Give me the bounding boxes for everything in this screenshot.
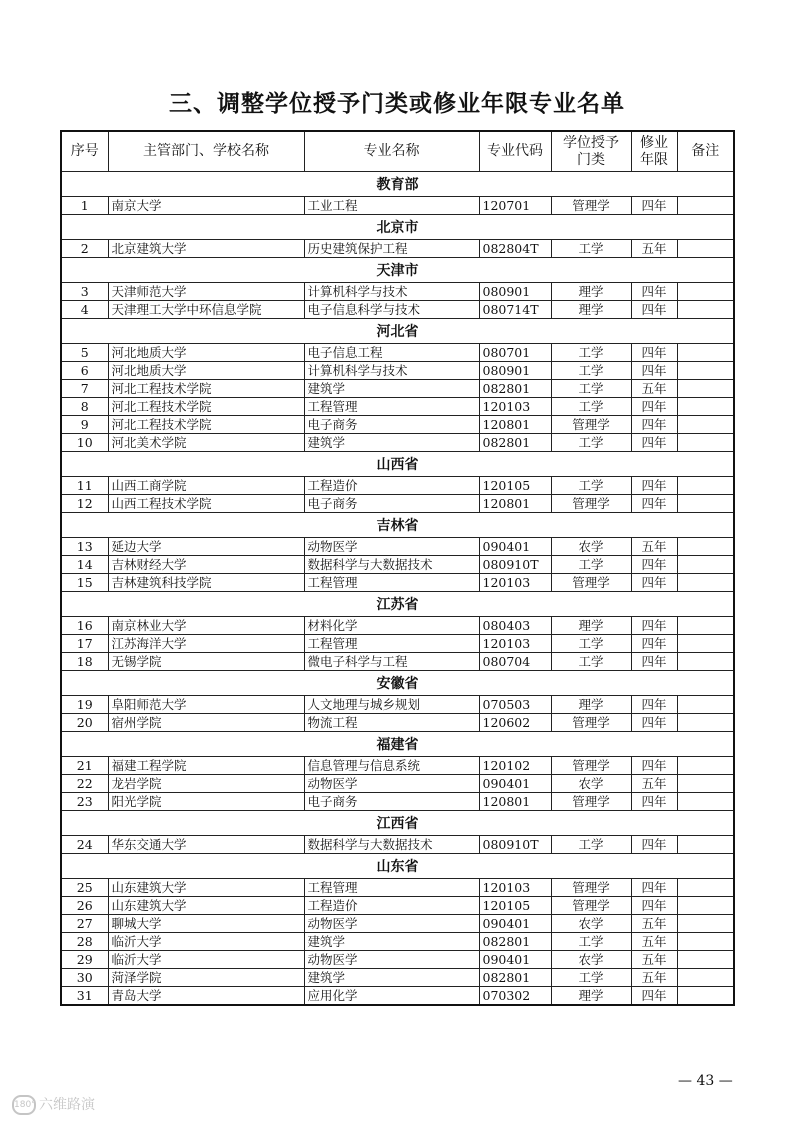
note bbox=[677, 283, 734, 301]
major-code: 120701 bbox=[479, 197, 551, 215]
major-name: 工程管理 bbox=[304, 398, 479, 416]
study-years: 五年 bbox=[631, 380, 677, 398]
major-name: 计算机科学与技术 bbox=[304, 283, 479, 301]
major-code: 120105 bbox=[479, 477, 551, 495]
table-row bbox=[61, 951, 734, 969]
table-row bbox=[61, 714, 734, 732]
row-number: 18 bbox=[61, 653, 108, 671]
major-code: 082801 bbox=[479, 380, 551, 398]
section-row bbox=[61, 671, 734, 696]
table-row bbox=[61, 398, 734, 416]
note bbox=[677, 495, 734, 513]
major-code: 090401 bbox=[479, 951, 551, 969]
note bbox=[677, 933, 734, 951]
section-name: 江西省 bbox=[61, 811, 734, 836]
table-row bbox=[61, 240, 734, 258]
major-code: 120801 bbox=[479, 495, 551, 513]
note bbox=[677, 897, 734, 915]
header-years: 修业年限 bbox=[631, 131, 677, 172]
section-name: 安徽省 bbox=[61, 671, 734, 696]
school-name: 河北美术学院 bbox=[108, 434, 304, 452]
note bbox=[677, 617, 734, 635]
table-row bbox=[61, 836, 734, 854]
major-code: 080901 bbox=[479, 283, 551, 301]
school-name: 临沂大学 bbox=[108, 933, 304, 951]
degree-category: 理学 bbox=[551, 283, 631, 301]
study-years: 四年 bbox=[631, 344, 677, 362]
major-code: 080910T bbox=[479, 556, 551, 574]
study-years: 四年 bbox=[631, 398, 677, 416]
school-name: 吉林建筑科技学院 bbox=[108, 574, 304, 592]
major-code: 080403 bbox=[479, 617, 551, 635]
school-name: 聊城大学 bbox=[108, 915, 304, 933]
degree-category: 工学 bbox=[551, 635, 631, 653]
study-years: 四年 bbox=[631, 574, 677, 592]
note bbox=[677, 635, 734, 653]
school-name: 福建工程学院 bbox=[108, 757, 304, 775]
major-name: 建筑学 bbox=[304, 434, 479, 452]
school-name: 菏泽学院 bbox=[108, 969, 304, 987]
major-code: 090401 bbox=[479, 775, 551, 793]
study-years: 四年 bbox=[631, 556, 677, 574]
school-name: 山东建筑大学 bbox=[108, 879, 304, 897]
major-name: 动物医学 bbox=[304, 775, 479, 793]
row-number: 4 bbox=[61, 301, 108, 319]
degree-category: 工学 bbox=[551, 556, 631, 574]
study-years: 五年 bbox=[631, 240, 677, 258]
major-code: 082801 bbox=[479, 933, 551, 951]
school-name: 南京大学 bbox=[108, 197, 304, 215]
degree-category: 工学 bbox=[551, 380, 631, 398]
note bbox=[677, 416, 734, 434]
table-row bbox=[61, 617, 734, 635]
degree-category: 理学 bbox=[551, 696, 631, 714]
school-name: 龙岩学院 bbox=[108, 775, 304, 793]
school-name: 北京建筑大学 bbox=[108, 240, 304, 258]
degree-category: 管理学 bbox=[551, 495, 631, 513]
school-name: 南京林业大学 bbox=[108, 617, 304, 635]
school-name: 宿州学院 bbox=[108, 714, 304, 732]
degree-category: 管理学 bbox=[551, 793, 631, 811]
row-number: 23 bbox=[61, 793, 108, 811]
major-code: 120103 bbox=[479, 635, 551, 653]
study-years: 四年 bbox=[631, 283, 677, 301]
section-name: 河北省 bbox=[61, 319, 734, 344]
row-number: 3 bbox=[61, 283, 108, 301]
study-years: 四年 bbox=[631, 434, 677, 452]
study-years: 四年 bbox=[631, 495, 677, 513]
note bbox=[677, 987, 734, 1006]
table-row bbox=[61, 879, 734, 897]
note bbox=[677, 793, 734, 811]
major-code: 080701 bbox=[479, 344, 551, 362]
major-code: 080714T bbox=[479, 301, 551, 319]
table-row bbox=[61, 969, 734, 987]
row-number: 5 bbox=[61, 344, 108, 362]
note bbox=[677, 951, 734, 969]
degree-category: 工学 bbox=[551, 398, 631, 416]
header-school: 主管部门、学校名称 bbox=[108, 131, 304, 172]
school-name: 华东交通大学 bbox=[108, 836, 304, 854]
watermark bbox=[12, 1094, 95, 1115]
row-number: 12 bbox=[61, 495, 108, 513]
section-row bbox=[61, 215, 734, 240]
table-row bbox=[61, 933, 734, 951]
study-years: 四年 bbox=[631, 197, 677, 215]
major-code: 090401 bbox=[479, 538, 551, 556]
table-row bbox=[61, 495, 734, 513]
table-row bbox=[61, 987, 734, 1006]
major-name: 微电子科学与工程 bbox=[304, 653, 479, 671]
degree-category: 工学 bbox=[551, 434, 631, 452]
table-row bbox=[61, 635, 734, 653]
row-number: 6 bbox=[61, 362, 108, 380]
header-note: 备注 bbox=[677, 131, 734, 172]
major-name: 物流工程 bbox=[304, 714, 479, 732]
study-years: 五年 bbox=[631, 915, 677, 933]
section-row bbox=[61, 854, 734, 879]
note bbox=[677, 696, 734, 714]
table-row bbox=[61, 362, 734, 380]
school-name: 河北地质大学 bbox=[108, 344, 304, 362]
header-major: 专业名称 bbox=[304, 131, 479, 172]
note bbox=[677, 477, 734, 495]
school-name: 天津理工大学中环信息学院 bbox=[108, 301, 304, 319]
degree-category: 管理学 bbox=[551, 897, 631, 915]
row-number: 11 bbox=[61, 477, 108, 495]
major-name: 电子信息科学与技术 bbox=[304, 301, 479, 319]
school-name: 天津师范大学 bbox=[108, 283, 304, 301]
degree-category: 理学 bbox=[551, 617, 631, 635]
section-row bbox=[61, 732, 734, 757]
major-code: 120801 bbox=[479, 793, 551, 811]
study-years: 四年 bbox=[631, 757, 677, 775]
degree-category: 理学 bbox=[551, 301, 631, 319]
section-row bbox=[61, 592, 734, 617]
row-number: 16 bbox=[61, 617, 108, 635]
row-number: 15 bbox=[61, 574, 108, 592]
major-code: 082804T bbox=[479, 240, 551, 258]
row-number: 22 bbox=[61, 775, 108, 793]
major-code: 120103 bbox=[479, 879, 551, 897]
school-name: 山东建筑大学 bbox=[108, 897, 304, 915]
school-name: 河北地质大学 bbox=[108, 362, 304, 380]
row-number: 13 bbox=[61, 538, 108, 556]
major-name: 电子商务 bbox=[304, 416, 479, 434]
header-category: 学位授予门类 bbox=[551, 131, 631, 172]
watermark-logo-icon: 180° bbox=[12, 1095, 36, 1115]
note bbox=[677, 362, 734, 380]
table-header-row bbox=[61, 131, 734, 172]
school-name: 青岛大学 bbox=[108, 987, 304, 1006]
row-number: 20 bbox=[61, 714, 108, 732]
row-number: 2 bbox=[61, 240, 108, 258]
study-years: 五年 bbox=[631, 538, 677, 556]
degree-category: 管理学 bbox=[551, 714, 631, 732]
note bbox=[677, 653, 734, 671]
major-name: 建筑学 bbox=[304, 380, 479, 398]
major-adjustment-table bbox=[60, 130, 735, 1006]
major-name: 电子信息工程 bbox=[304, 344, 479, 362]
major-code: 120602 bbox=[479, 714, 551, 732]
row-number: 21 bbox=[61, 757, 108, 775]
row-number: 7 bbox=[61, 380, 108, 398]
table-row bbox=[61, 757, 734, 775]
table-row bbox=[61, 696, 734, 714]
degree-category: 农学 bbox=[551, 775, 631, 793]
major-code: 120801 bbox=[479, 416, 551, 434]
study-years: 四年 bbox=[631, 897, 677, 915]
section-row bbox=[61, 811, 734, 836]
major-name: 人文地理与城乡规划 bbox=[304, 696, 479, 714]
section-name: 吉林省 bbox=[61, 513, 734, 538]
school-name: 河北工程技术学院 bbox=[108, 416, 304, 434]
school-name: 无锡学院 bbox=[108, 653, 304, 671]
row-number: 26 bbox=[61, 897, 108, 915]
degree-category: 管理学 bbox=[551, 757, 631, 775]
study-years: 四年 bbox=[631, 793, 677, 811]
note bbox=[677, 240, 734, 258]
note bbox=[677, 915, 734, 933]
table-row bbox=[61, 416, 734, 434]
table-row bbox=[61, 653, 734, 671]
section-name: 福建省 bbox=[61, 732, 734, 757]
study-years: 五年 bbox=[631, 775, 677, 793]
major-code: 082801 bbox=[479, 969, 551, 987]
row-number: 30 bbox=[61, 969, 108, 987]
major-code: 080704 bbox=[479, 653, 551, 671]
major-name: 信息管理与信息系统 bbox=[304, 757, 479, 775]
table-row bbox=[61, 380, 734, 398]
major-code: 090401 bbox=[479, 915, 551, 933]
note bbox=[677, 434, 734, 452]
note bbox=[677, 714, 734, 732]
major-name: 建筑学 bbox=[304, 933, 479, 951]
table-row bbox=[61, 793, 734, 811]
note bbox=[677, 538, 734, 556]
study-years: 四年 bbox=[631, 696, 677, 714]
section-name: 江苏省 bbox=[61, 592, 734, 617]
degree-category: 理学 bbox=[551, 987, 631, 1006]
major-code: 120105 bbox=[479, 897, 551, 915]
section-name: 山东省 bbox=[61, 854, 734, 879]
table-row bbox=[61, 915, 734, 933]
table-row bbox=[61, 538, 734, 556]
study-years: 五年 bbox=[631, 933, 677, 951]
major-name: 工程管理 bbox=[304, 635, 479, 653]
study-years: 四年 bbox=[631, 617, 677, 635]
school-name: 河北工程技术学院 bbox=[108, 380, 304, 398]
study-years: 四年 bbox=[631, 416, 677, 434]
major-name: 历史建筑保护工程 bbox=[304, 240, 479, 258]
major-name: 工程管理 bbox=[304, 574, 479, 592]
major-name: 计算机科学与技术 bbox=[304, 362, 479, 380]
study-years: 四年 bbox=[631, 879, 677, 897]
degree-category: 管理学 bbox=[551, 574, 631, 592]
table-row bbox=[61, 434, 734, 452]
degree-category: 工学 bbox=[551, 653, 631, 671]
major-code: 070503 bbox=[479, 696, 551, 714]
degree-category: 农学 bbox=[551, 951, 631, 969]
major-name: 数据科学与大数据技术 bbox=[304, 556, 479, 574]
section-name: 教育部 bbox=[61, 172, 734, 197]
study-years: 五年 bbox=[631, 951, 677, 969]
study-years: 四年 bbox=[631, 362, 677, 380]
school-name: 延边大学 bbox=[108, 538, 304, 556]
note bbox=[677, 380, 734, 398]
row-number: 29 bbox=[61, 951, 108, 969]
degree-category: 工学 bbox=[551, 969, 631, 987]
school-name: 山西工商学院 bbox=[108, 477, 304, 495]
major-name: 工程造价 bbox=[304, 897, 479, 915]
table-row bbox=[61, 301, 734, 319]
degree-category: 工学 bbox=[551, 836, 631, 854]
table-row bbox=[61, 344, 734, 362]
row-number: 28 bbox=[61, 933, 108, 951]
degree-category: 工学 bbox=[551, 240, 631, 258]
note bbox=[677, 879, 734, 897]
major-name: 动物医学 bbox=[304, 915, 479, 933]
note bbox=[677, 398, 734, 416]
degree-category: 工学 bbox=[551, 362, 631, 380]
degree-category: 工学 bbox=[551, 933, 631, 951]
major-name: 应用化学 bbox=[304, 987, 479, 1006]
major-code: 070302 bbox=[479, 987, 551, 1006]
school-name: 临沂大学 bbox=[108, 951, 304, 969]
table-row bbox=[61, 574, 734, 592]
row-number: 31 bbox=[61, 987, 108, 1006]
note bbox=[677, 757, 734, 775]
school-name: 阜阳师范大学 bbox=[108, 696, 304, 714]
major-code: 120103 bbox=[479, 398, 551, 416]
school-name: 山西工程技术学院 bbox=[108, 495, 304, 513]
row-number: 9 bbox=[61, 416, 108, 434]
degree-category: 管理学 bbox=[551, 197, 631, 215]
row-number: 1 bbox=[61, 197, 108, 215]
degree-category: 管理学 bbox=[551, 416, 631, 434]
degree-category: 农学 bbox=[551, 538, 631, 556]
major-name: 数据科学与大数据技术 bbox=[304, 836, 479, 854]
major-code: 080910T bbox=[479, 836, 551, 854]
major-name: 建筑学 bbox=[304, 969, 479, 987]
table-row bbox=[61, 283, 734, 301]
note bbox=[677, 197, 734, 215]
page-number: — 43 — bbox=[678, 1073, 733, 1089]
major-name: 工程管理 bbox=[304, 879, 479, 897]
note bbox=[677, 344, 734, 362]
degree-category: 农学 bbox=[551, 915, 631, 933]
table-row bbox=[61, 197, 734, 215]
table-row bbox=[61, 556, 734, 574]
study-years: 五年 bbox=[631, 969, 677, 987]
section-name: 天津市 bbox=[61, 258, 734, 283]
section-row bbox=[61, 513, 734, 538]
major-name: 动物医学 bbox=[304, 538, 479, 556]
row-number: 27 bbox=[61, 915, 108, 933]
note bbox=[677, 301, 734, 319]
study-years: 四年 bbox=[631, 836, 677, 854]
major-name: 电子商务 bbox=[304, 793, 479, 811]
row-number: 19 bbox=[61, 696, 108, 714]
watermark-text: 六维路演 bbox=[39, 1097, 95, 1113]
major-name: 动物医学 bbox=[304, 951, 479, 969]
section-row bbox=[61, 452, 734, 477]
degree-category: 管理学 bbox=[551, 879, 631, 897]
study-years: 四年 bbox=[631, 987, 677, 1006]
school-name: 河北工程技术学院 bbox=[108, 398, 304, 416]
table-row bbox=[61, 897, 734, 915]
major-code: 120103 bbox=[479, 574, 551, 592]
row-number: 24 bbox=[61, 836, 108, 854]
degree-category: 工学 bbox=[551, 344, 631, 362]
study-years: 四年 bbox=[631, 477, 677, 495]
table-row bbox=[61, 775, 734, 793]
header-code: 专业代码 bbox=[479, 131, 551, 172]
section-row bbox=[61, 172, 734, 197]
degree-category: 工学 bbox=[551, 477, 631, 495]
row-number: 14 bbox=[61, 556, 108, 574]
header-no: 序号 bbox=[61, 131, 108, 172]
table-row bbox=[61, 477, 734, 495]
note bbox=[677, 775, 734, 793]
study-years: 四年 bbox=[631, 301, 677, 319]
study-years: 四年 bbox=[631, 635, 677, 653]
school-name: 阳光学院 bbox=[108, 793, 304, 811]
section-row bbox=[61, 258, 734, 283]
study-years: 四年 bbox=[631, 714, 677, 732]
major-code: 120102 bbox=[479, 757, 551, 775]
major-code: 080901 bbox=[479, 362, 551, 380]
row-number: 25 bbox=[61, 879, 108, 897]
school-name: 吉林财经大学 bbox=[108, 556, 304, 574]
row-number: 10 bbox=[61, 434, 108, 452]
major-code: 082801 bbox=[479, 434, 551, 452]
note bbox=[677, 556, 734, 574]
note bbox=[677, 574, 734, 592]
page-title: 三、调整学位授予门类或修业年限专业名单 bbox=[169, 91, 625, 117]
major-name: 工业工程 bbox=[304, 197, 479, 215]
section-name: 山西省 bbox=[61, 452, 734, 477]
row-number: 8 bbox=[61, 398, 108, 416]
section-name: 北京市 bbox=[61, 215, 734, 240]
section-row bbox=[61, 319, 734, 344]
row-number: 17 bbox=[61, 635, 108, 653]
major-name: 工程造价 bbox=[304, 477, 479, 495]
note bbox=[677, 836, 734, 854]
note bbox=[677, 969, 734, 987]
school-name: 江苏海洋大学 bbox=[108, 635, 304, 653]
major-name: 电子商务 bbox=[304, 495, 479, 513]
major-name: 材料化学 bbox=[304, 617, 479, 635]
study-years: 四年 bbox=[631, 653, 677, 671]
